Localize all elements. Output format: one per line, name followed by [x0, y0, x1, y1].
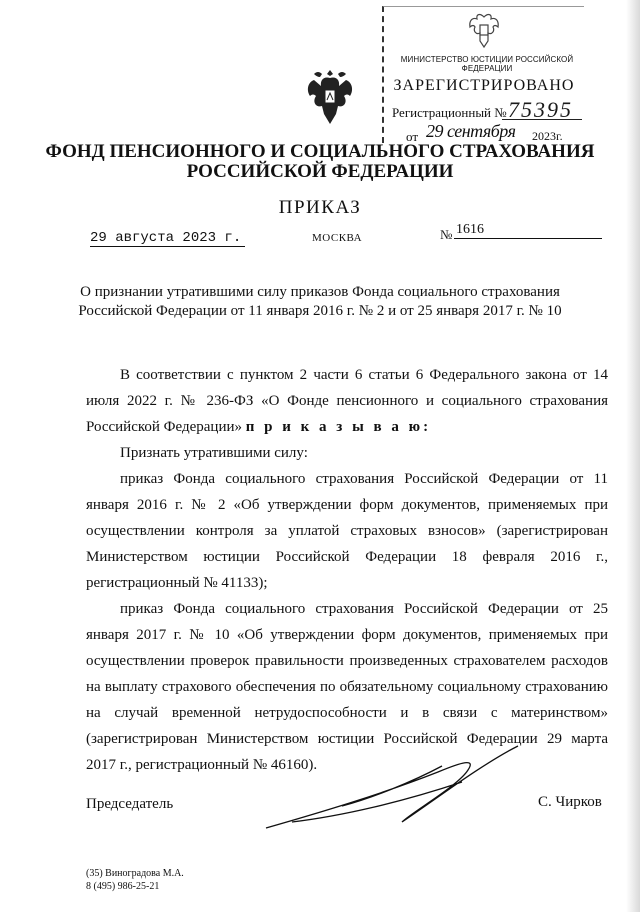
stamp-date-handwritten: 29 сентября [426, 121, 516, 141]
page-edge-shadow [626, 0, 640, 912]
order-title [60, 283, 580, 321]
body-paragraph-declare: Признать утратившими силу: [120, 445, 308, 461]
executor-info [86, 867, 184, 893]
signatory-name: С. Чирков [538, 794, 602, 810]
handwritten-signature [262, 742, 522, 834]
body-paragraph-order-1: приказ Фонда социального страхования Российской Федерации от 11 января 2016 г. № 2 «Об утверждении форм документов, применяемых при осуществлении контроля за уплатой страховых взносов» (зарегистрирован Министерством юстиции Российской Федерации 18 февраля 2016 г., регистрационный № 41133); [86, 471, 608, 591]
preamble-text: В соответствии с пунктом 2 части 6 статьи 6 Федерального закона от 14 июля 2022 г. № 236-ФЗ «О Фонде пенсионного и социального страхования Российской Федерации» [86, 367, 608, 435]
document-type: ПРИКАЗ [278, 197, 362, 218]
order-date: 29 августа 2023 г. [90, 230, 245, 247]
order-number: 1616 [454, 222, 602, 239]
stamp-reg-number-underline [502, 119, 582, 120]
preamble-order-word: п р и к а з ы в а ю: [245, 419, 432, 435]
order-city: МОСКВА [312, 232, 363, 244]
executor-name: (35) Виноградова М.А. [86, 868, 184, 879]
stamp-eagle-emblem-icon [466, 11, 502, 51]
order-number-label: № [440, 227, 453, 242]
stamp-date-year: 2023г. [532, 129, 563, 143]
org-name-line1: ФОНД ПЕНСИОННОГО И СОЦИАЛЬНОГО СТРАХОВАНИЯ [45, 141, 595, 162]
stamp-date-label: от [406, 129, 419, 144]
registration-stamp [382, 6, 584, 143]
body-paragraph-order-2: приказ Фонда социального страхования Российской Федерации от 25 января 2017 г. № 10 «Об утверждении форм документов, применяемых при осуществлении проверок правильности произведенных страхователем расходов на выплату страхового обеспечения по обязательному социальному страхованию на случай временной нетрудоспособности и в связи с материнством» (зарегистрирован Министерством юстиции Российской Федерации 29 марта 2017 г., регистрационный № 46160). [86, 601, 608, 773]
executor-phone: 8 (495) 986-25-21 [86, 881, 160, 892]
order-title-line1: О признании утратившими силу приказов Фонда социального страхования [80, 284, 560, 300]
body-paragraph-preamble [86, 362, 608, 440]
stamp-reg-number-label: Регистрационный № [392, 105, 507, 120]
signatory-position: Председатель [86, 796, 174, 812]
order-title-line2: Российской Федерации от 11 января 2016 г. № 2 и от 25 января 2017 г. № 10 [78, 303, 562, 319]
coat-of-arms-eagle-icon [302, 66, 358, 128]
stamp-ministry-text: МИНИСТЕРСТВО ЮСТИЦИИ РОССИЙСКОЙ ФЕДЕРАЦИИ [400, 55, 574, 73]
org-name-line2: РОССИЙСКОЙ ФЕДЕРАЦИИ [186, 161, 454, 182]
stamp-registered-text: ЗАРЕГИСТРИРОВАНО [393, 77, 575, 94]
stamp-reg-number: 75395 [508, 97, 573, 122]
